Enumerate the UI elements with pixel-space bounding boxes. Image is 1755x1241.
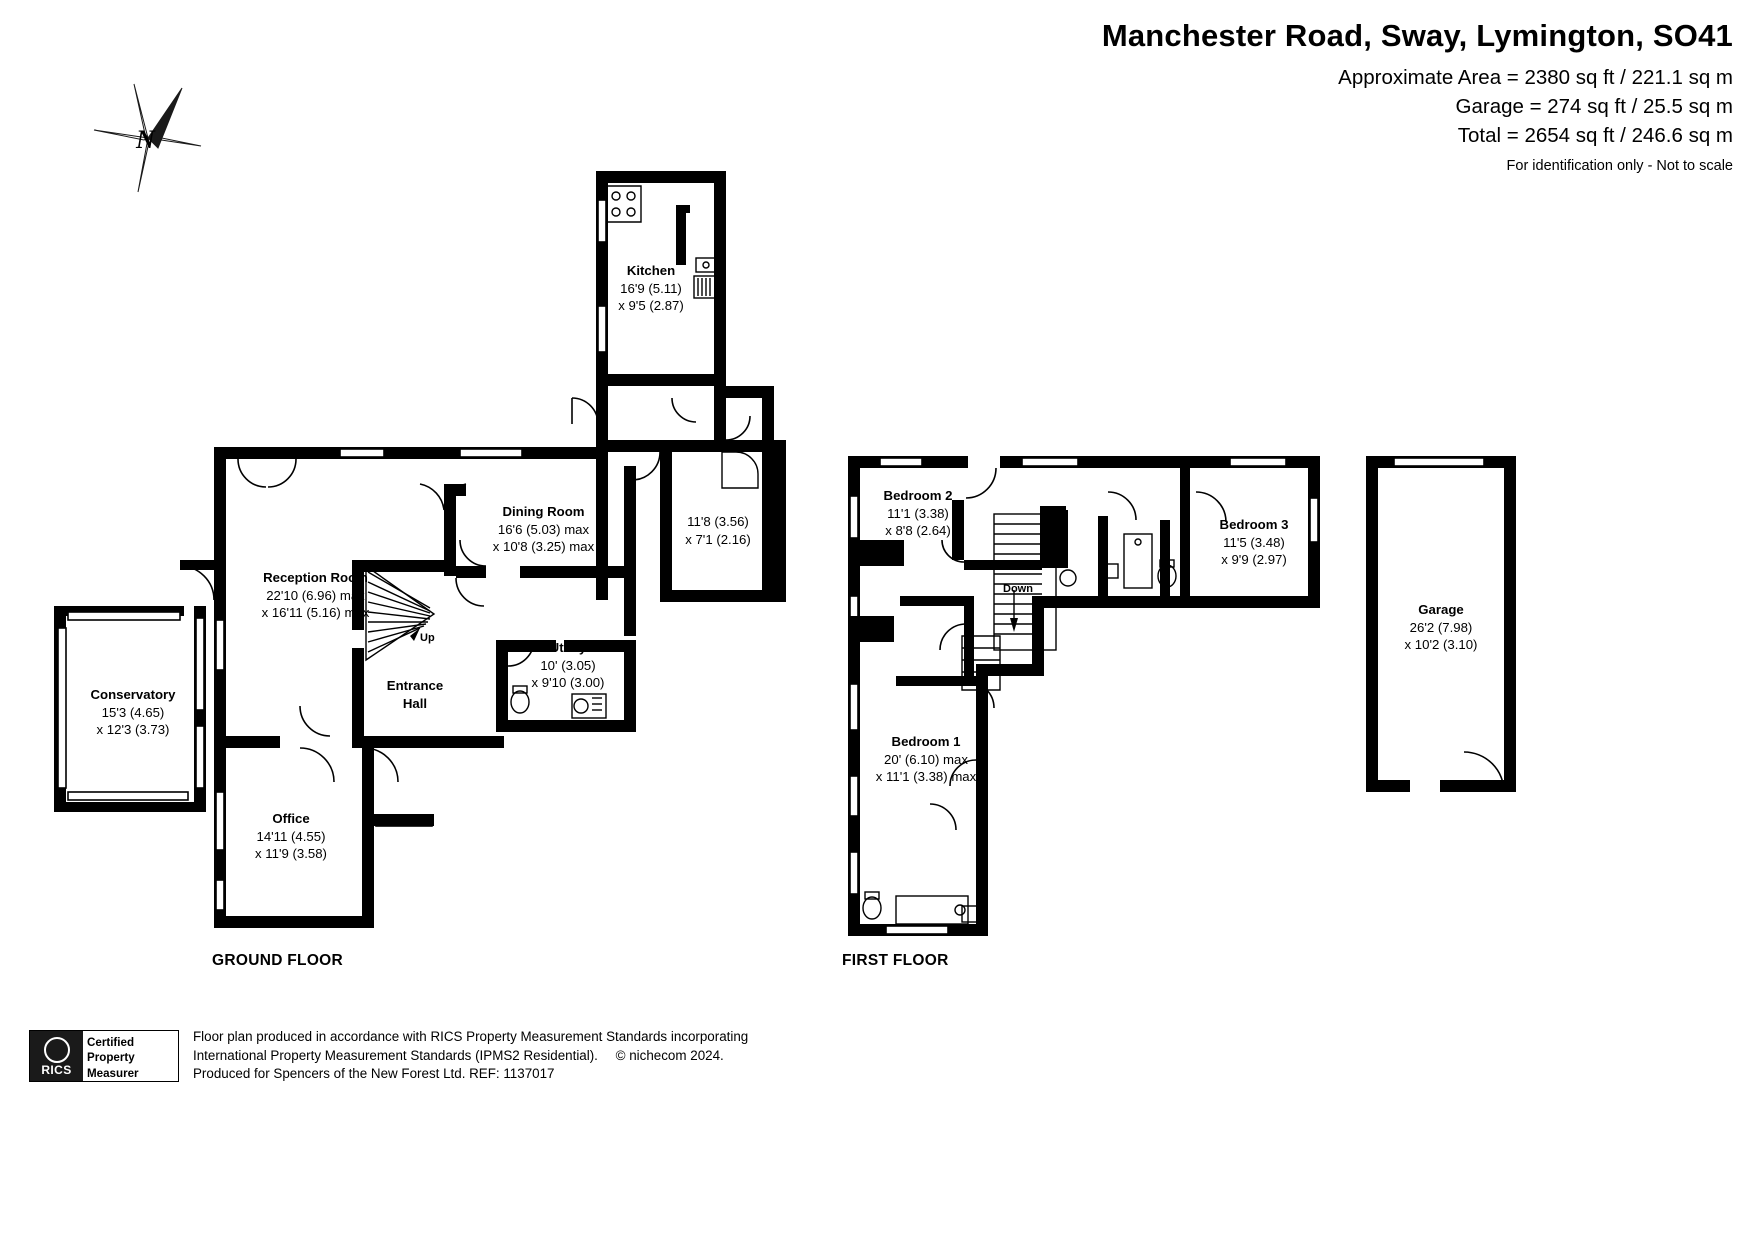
approximate-area-text: Approximate Area = 2380 sq ft / 221.1 sq m	[1338, 65, 1733, 89]
badge-line-1: Certified	[87, 1036, 135, 1049]
room-name: Conservatory	[90, 687, 176, 702]
room-dim-1: 10' (3.05)	[540, 657, 596, 673]
room-dim-2: x 9'10 (3.00)	[531, 675, 605, 691]
room-name: Bedroom 2	[883, 488, 953, 503]
badge-line-3: Measurer	[87, 1066, 139, 1080]
room-label-bedroom-3	[1194, 516, 1314, 569]
room-dim-2: x 16'11 (5.16) max	[261, 605, 370, 621]
footer-line-1: Floor plan produced in accordance with RICS Property Measurement Standards incorporating	[193, 1029, 749, 1044]
room-name: Bedroom 3	[1219, 517, 1289, 532]
room-dim-2: x 8'8 (2.64)	[885, 523, 951, 539]
stairs-down-label: Down	[1003, 583, 1033, 595]
disclaimer-text: For identification only - Not to scale	[1506, 157, 1733, 174]
room-label-bedroom-1	[836, 733, 1016, 786]
stairs-up-label: Up	[420, 632, 435, 644]
total-area-text: Total = 2654 sq ft / 246.6 sq m	[1457, 123, 1733, 147]
room-label-entrance-hall	[355, 677, 475, 712]
ground-floor-label: GROUND FLOOR	[212, 952, 344, 969]
room-name: Garage	[1418, 602, 1464, 617]
room-label-dining-room	[451, 503, 636, 556]
room-name: Kitchen	[626, 263, 676, 278]
room-label-garage	[1381, 601, 1501, 654]
room-dim-1: 11'8 (3.56)	[687, 514, 749, 529]
room-label-office	[228, 810, 354, 863]
page-title: Manchester Road, Sway, Lymington, SO41	[1101, 18, 1733, 53]
room-dim-1: 14'11 (4.55)	[256, 828, 326, 844]
room-label-conservatory	[70, 686, 196, 739]
footer-copyright: © nichecom 2024.	[615, 1047, 724, 1063]
room-name: Reception Room	[263, 570, 368, 585]
room-name: Bedroom 1	[891, 734, 961, 749]
svg-text:N: N	[136, 125, 155, 154]
room-dim-2: x 10'8 (3.25) max	[492, 539, 595, 555]
room-dim-2: x 10'2 (3.10)	[1404, 637, 1478, 653]
room-dim-1: 22'10 (6.96) max	[266, 587, 365, 603]
room-dim-1: 20' (6.10) max	[884, 751, 968, 767]
room-dim-1: 11'1 (3.38)	[887, 505, 949, 521]
room-dim-2: x 11'1 (3.38) max	[875, 769, 977, 785]
rics-badge-text	[87, 1035, 139, 1081]
room-name: Dining Room	[502, 504, 585, 519]
room-dim-2: x 11'9 (3.58)	[255, 846, 327, 862]
room-label-kitchen	[596, 262, 706, 315]
room-label-reception-room	[218, 569, 413, 622]
room-label-snug	[663, 513, 773, 548]
room-dim-1: 16'9 (5.11)	[620, 280, 682, 296]
room-name-line2: Hall	[402, 695, 428, 711]
room-dim-1: 11'5 (3.48)	[1223, 534, 1285, 550]
room-dim-2: x 12'3 (3.73)	[96, 722, 170, 738]
rics-logo-label: RICS	[41, 1063, 72, 1077]
footer-line-3: Produced for Spencers of the New Forest Ltd. REF: 1137017	[193, 1066, 555, 1081]
room-label-utility	[508, 639, 628, 692]
room-label-bedroom-2	[858, 487, 978, 540]
room-dim-2: x 7'1 (2.16)	[685, 531, 751, 547]
footer-line-2-text: International Property Measurement Standards (IPMS2 Residential).	[193, 1047, 598, 1063]
room-name: Utility	[549, 640, 587, 655]
footer-line-2	[193, 1047, 748, 1066]
rics-logo-icon	[30, 1031, 83, 1081]
first-floor-label: FIRST FLOOR	[842, 952, 949, 969]
badge-line-2: Property	[87, 1051, 135, 1065]
room-dim-2: x 9'9 (2.97)	[1221, 552, 1287, 568]
room-name: Office	[272, 811, 310, 826]
room-dim-1: 16'6 (5.03) max	[497, 521, 590, 537]
rics-certified-badge	[29, 1030, 179, 1082]
room-dim-2: x 9'5 (2.87)	[618, 298, 684, 314]
rics-seal-icon	[44, 1037, 70, 1063]
garage-area-text: Garage = 274 sq ft / 25.5 sq m	[1455, 94, 1733, 118]
footer-disclaimer-text	[193, 1028, 748, 1084]
room-name: Entrance	[386, 678, 444, 693]
room-dim-1: 26'2 (7.98)	[1409, 619, 1473, 635]
room-dim-1: 15'3 (4.65)	[101, 704, 165, 720]
